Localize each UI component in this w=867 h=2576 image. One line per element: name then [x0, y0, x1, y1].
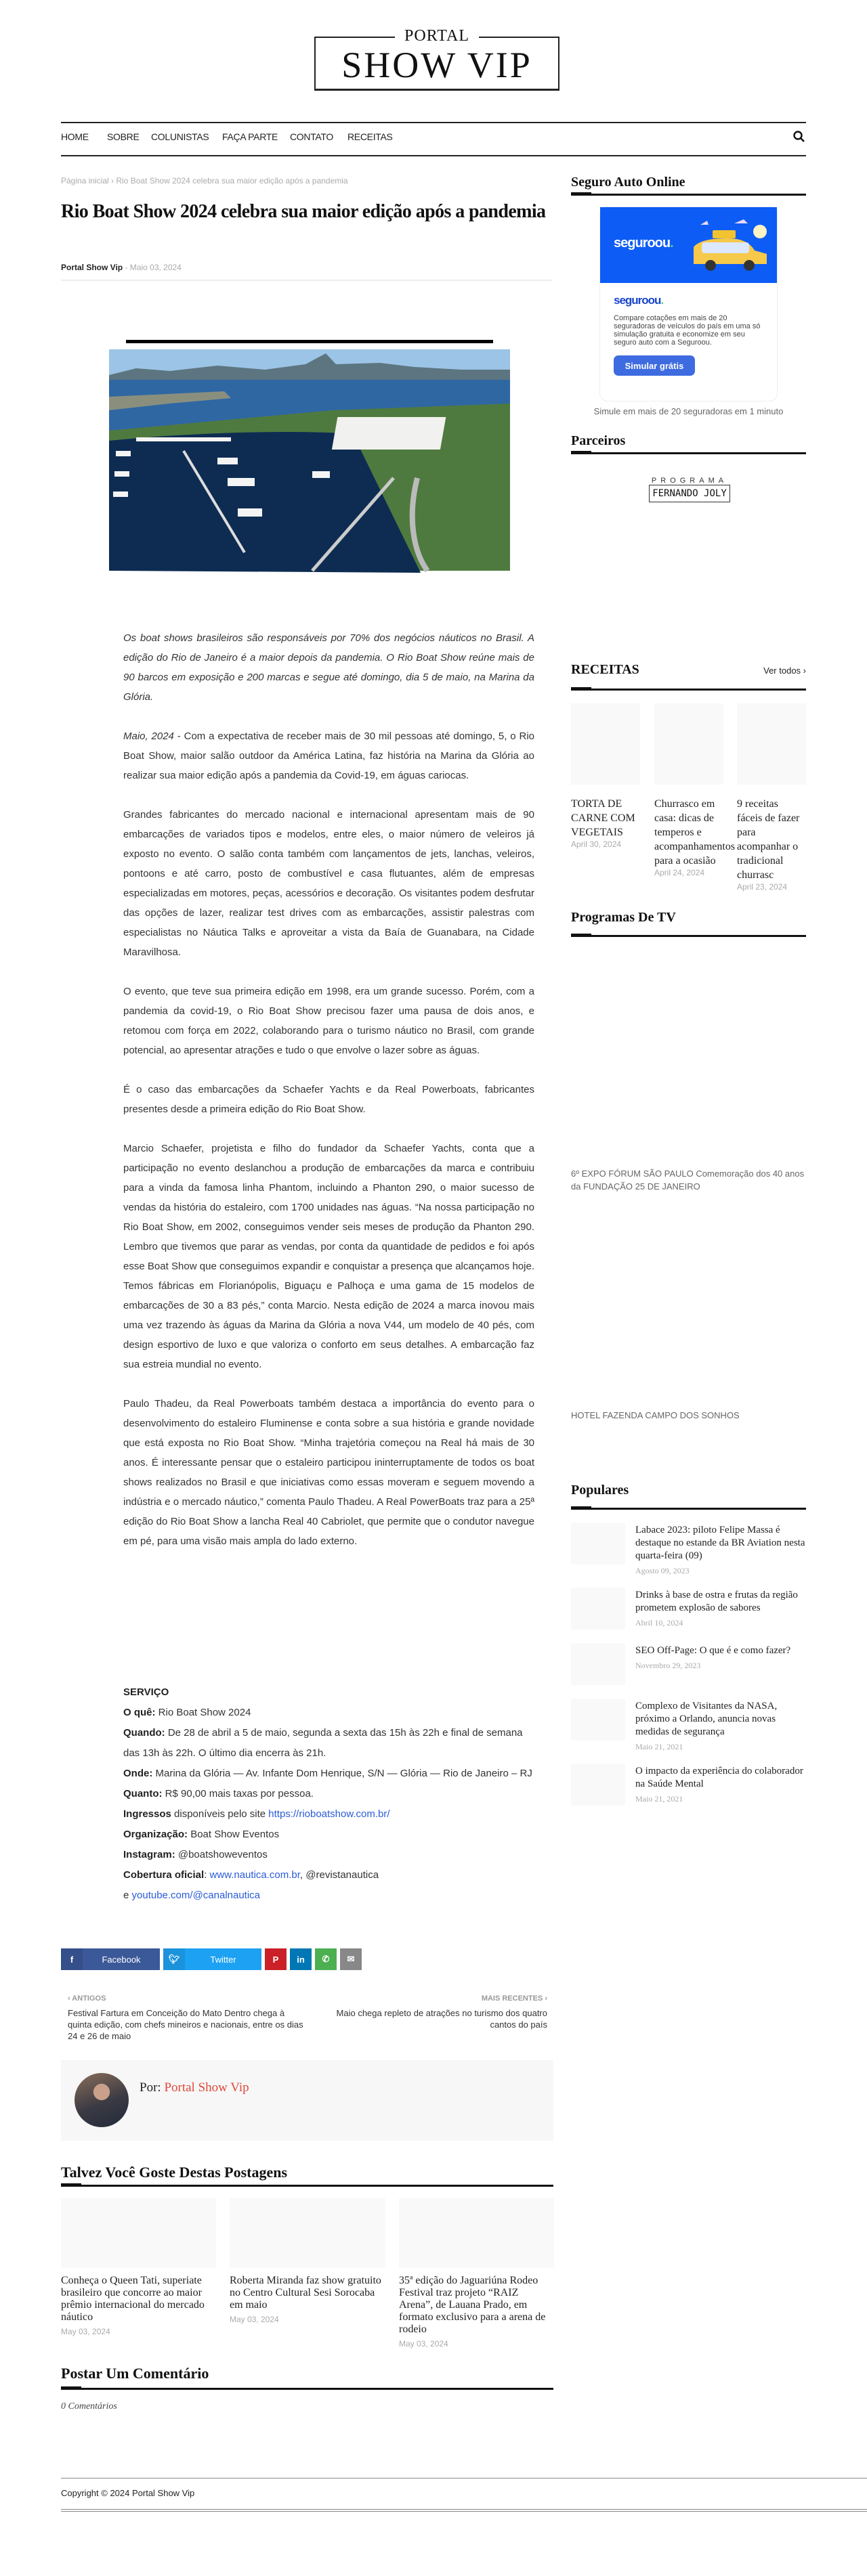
nav-top-border — [61, 122, 806, 123]
recipe-thumbnail[interactable] — [654, 703, 723, 785]
pinterest-icon: P — [272, 1954, 279, 1965]
share-pinterest-button[interactable] — [265, 1948, 287, 1970]
related-post-card[interactable] — [399, 2198, 554, 2349]
nav-receitas[interactable]: RECEITAS — [347, 131, 393, 142]
related-thumbnail[interactable] — [61, 2198, 216, 2268]
ad-caption: Simule em mais de 20 seguradoras em 1 minuto — [593, 406, 784, 416]
article-lead: Os boat shows brasileiros são responsáveis por 70% dos negócios náuticos no Brasil. A edição do Rio de Janeiro é a maior depois da pandemia. O Rio Boat Show reúne mais de 90 barcos em exposição e 200 marcas e segue até domingo, dia 5 de maio, na Marina da Glória. — [123, 632, 534, 703]
ad-brand-logo — [614, 236, 673, 251]
sidebar-heading-underline — [571, 194, 806, 196]
footer-bottom-border — [61, 2509, 867, 2512]
copyright: Copyright © 2024 Portal Show Vip — [61, 2488, 195, 2498]
author-link[interactable]: Portal Show Vip — [164, 2080, 249, 2095]
author-box — [61, 2060, 553, 2141]
nav-home[interactable]: HOME — [61, 131, 89, 142]
popular-post[interactable] — [571, 1588, 806, 1635]
cobertura-sep: : — [204, 1869, 210, 1881]
related-thumbnail[interactable] — [399, 2198, 554, 2268]
share-email-button[interactable] — [340, 1948, 362, 1970]
popular-title[interactable]: O impacto da experiência do colaborador na Saúde Mental — [635, 1766, 803, 1789]
ver-todos-link[interactable]: Ver todos › — [763, 665, 806, 676]
sidebar-heading-receitas: RECEITAS — [571, 662, 639, 677]
related-date: May 03, 2024 — [399, 2339, 448, 2349]
value-instagram: @boatshoweventos — [175, 1849, 268, 1860]
recipe-thumbnail[interactable] — [571, 703, 640, 785]
partner-logo-main: FERNANDO JOLY — [649, 485, 730, 502]
footer-divider — [61, 2478, 867, 2479]
comments-heading-underline — [61, 2388, 553, 2390]
popular-date: Abril 10, 2024 — [635, 1618, 683, 1628]
label-quanto: Quanto: — [123, 1788, 163, 1799]
value-o-que: Rio Boat Show 2024 — [155, 1707, 251, 1718]
related-title[interactable]: 35ª edição do Jaguariúna Rodeo Festival traz projeto “RAIZ Arena”, de Lauana Prado, em formato exclusivo para a arena de rodeio — [399, 2275, 546, 2335]
previous-title: Festival Fartura em Conceição do Mato Dentro chega à quinta edição, com chefs mineiros e nacionais, entre os dias 24 e 26 de maio — [68, 2008, 303, 2041]
next-post-link[interactable] — [310, 1993, 547, 2030]
author-byline — [140, 2080, 249, 2095]
sidebar-heading-seguro: Seguro Auto Online — [571, 175, 685, 190]
popular-title[interactable]: Complexo de Visitantes da NASA, próximo a Orlando, anuncia novas medidas de segurança — [635, 1701, 778, 1737]
article-paragraph: Marcio Schaefer, projetista e filho do fundador da Schaefer Yachts, conta que a participação no evento deslanchou a produção de embarcações da marca e contribuiu para a vinda da famosa linha Phantom, incluindo a Phanton 290, o maior sucesso de vendas da história do estaleiro, com 1700 unidades nas águas. “Na nossa participação no Rio Boat Show, em 2002, conseguimos vender seis meses de produção da Phanton 290. Lembro que tivemos que parar as vendas, por conta da quantidade de pedidos e foi após esse Boat Show que conseguimos expandir e conquistar a presença que alcançamos hoje. Temos fábricas em Florianópolis, Biguaçu e Palhoça e uma gama de 15 modelos de embarcações de 30 a 83 pés,” conta Marcio. Nesta edição de 2024 a marca inovou mais uma vez trazendo às águas da Marina da Glória a nova V44, um modelo de 40 pés, com design esportivo de luxo e que valoriza o conforto em seus detalhes. A embarcação faz sua estreia mundial no evento. — [123, 1143, 534, 1370]
related-heading: Talvez Você Goste Destas Postagens — [61, 2164, 288, 2181]
author-avatar — [75, 2073, 129, 2127]
recipe-date: April 30, 2024 — [571, 839, 622, 849]
logo-top-text: PORTAL — [395, 27, 479, 45]
related-thumbnail[interactable] — [230, 2198, 385, 2268]
share-whatsapp-button[interactable] — [315, 1948, 337, 1970]
paragraph-text: - Com a expectativa de receber mais de 30 mil pessoas até domingo, 5, o Rio Boat Show, maior salão outdoor da América Latina, faz história na Marina da Glória ao realizar sua maior edição após a pandemia da Covid-19, em águas cariocas. — [123, 730, 534, 781]
brand-text: seguroou — [614, 294, 661, 307]
label-quando: Quando: — [123, 1727, 165, 1739]
popular-date: Novembro 29, 2023 — [635, 1661, 701, 1670]
sidebar-heading-underline — [571, 452, 806, 454]
partner-logo-top: PROGRAMA — [651, 477, 728, 485]
sidebar-heading-underline — [571, 1508, 806, 1510]
related-date: May 03, 2024 — [230, 2315, 279, 2324]
article-body — [123, 628, 534, 1571]
nav-bottom-border — [61, 155, 806, 156]
brand-text: seguroou — [614, 236, 671, 250]
sidebar-heading-tv: Programas De TV — [571, 910, 676, 925]
tv-program-link[interactable]: 6º EXPO FÓRUM SÃO PAULO Comemoração dos 40 anos da FUNDAÇÃO 25 DE JANEIRO — [571, 1169, 805, 1192]
site-logo[interactable] — [314, 27, 559, 91]
link-rioboatshow[interactable]: https://rioboatshow.com.br/ — [268, 1808, 390, 1820]
label-cobertura: Cobertura oficial — [123, 1869, 205, 1881]
recipe-card[interactable] — [737, 703, 806, 892]
email-icon: ✉ — [347, 1954, 355, 1964]
article-paragraph: O evento, que teve sua primeira edição em 1998, era um grande sucesso. Porém, com a pandemia da covid-19, o Rio Boat Show precisou fazer uma pausa de dois anos, e retomou com força em 2022, colaborando para o turismo náutico no Brasil, com grande potencial, ao apresentar atrações e tudo o que envolve o lazer sobre as águas. — [123, 986, 534, 1056]
share-facebook-label: Facebook — [102, 1954, 141, 1965]
recipe-title[interactable]: Churrasco em casa: dicas de temperos e acompanhamentos para a ocasião — [654, 798, 736, 867]
next-label: MAIS RECENTES › — [481, 1994, 547, 2003]
recipe-date: April 24, 2024 — [654, 868, 705, 877]
page-title: Rio Boat Show 2024 celebra sua maior edição após a pandemia — [61, 201, 546, 222]
related-title[interactable]: Conheça o Queen Tati, superiate brasileiro que concorre ao maior prêmio internacional do mercado náutico — [61, 2275, 205, 2323]
cobertura-and: e — [123, 1890, 132, 1901]
previous-post-link[interactable] — [68, 1993, 305, 2042]
linkedin-icon: in — [297, 1954, 305, 1965]
related-title[interactable]: Roberta Miranda faz show gratuito no Centro Cultural Sesi Sorocaba em maio — [230, 2275, 381, 2311]
recipe-date: April 23, 2024 — [737, 882, 788, 892]
ad-brand-logo-dark — [614, 294, 663, 307]
popular-thumbnail[interactable] — [571, 1643, 625, 1685]
related-date: May 03, 2024 — [61, 2327, 110, 2336]
main-nav — [61, 131, 806, 148]
nav-contato[interactable]: CONTATO — [290, 131, 334, 142]
previous-label: ‹ ANTIGOS — [68, 1994, 106, 2003]
article-image-marina — [109, 349, 510, 571]
nav-faca-parte[interactable]: FAÇA PARTE — [222, 131, 278, 142]
nav-sobre[interactable]: SOBRE — [107, 131, 140, 142]
related-heading-underline — [61, 2185, 553, 2187]
recipe-card[interactable] — [654, 703, 736, 877]
share-linkedin-button[interactable] — [290, 1948, 312, 1970]
ad-banner — [600, 207, 777, 283]
nav-colunistas[interactable]: COLUNISTAS — [151, 131, 209, 142]
header-divider — [61, 280, 552, 281]
comments-heading: Postar Um Comentário — [61, 2365, 209, 2382]
breadcrumb — [61, 176, 348, 185]
related-post-card[interactable] — [230, 2198, 385, 2324]
related-post-card[interactable] — [61, 2198, 216, 2336]
post-meta — [61, 263, 182, 272]
sidebar-heading-underline — [571, 689, 806, 691]
share-twitter-button[interactable] — [163, 1948, 261, 1970]
sidebar-heading-parceiros: Parceiros — [571, 433, 626, 448]
share-twitter-label: Twitter — [210, 1954, 236, 1965]
popular-date: Maio 21, 2021 — [635, 1794, 683, 1804]
simular-gratis-button[interactable]: Simular grátis — [614, 355, 695, 376]
facebook-icon: f — [61, 1948, 83, 1970]
logo-main-text: SHOW VIP — [341, 45, 532, 85]
next-title: Maio chega repleto de atrações no turismo dos quatro cantos do país — [336, 2008, 547, 2030]
value-ingressos: disponíveis pelo site — [171, 1808, 269, 1820]
label-ingressos: Ingressos — [123, 1808, 171, 1820]
meta-separator: - — [123, 263, 130, 272]
article-paragraph: Paulo Thadeu, da Real Powerboats também destaca a importância do evento para o desenvolvimento do estaleiro Fluminense e conta sobre a sua história e grande novidade que está exposta no Rio Boat Show. “Minha trajetória começou na Real há mais de 30 anos. É interessante pensar que o estaleiro participou ininterruptamente de todos os boat shows realizados no Brasil e que iniciativas como essas moveram e seguem movendo a indústria e o mercado náutico,” comenta Paulo Thadeu. A Real PowerBoats traz para a 25ª edição do Rio Boat Show a lancha Real 40 Cabriolet, que permite que o condutor navegue em pé, para uma visão mais ampla do lado externo. — [123, 1398, 534, 1547]
popular-post[interactable] — [571, 1699, 806, 1751]
value-organizacao: Boat Show Eventos — [188, 1829, 280, 1840]
partner-fernando-joly-logo[interactable] — [649, 477, 730, 502]
whatsapp-icon: ✆ — [322, 1954, 330, 1964]
sidebar-heading-underline — [571, 935, 806, 937]
value-onde: Marina da Glória — Av. Infante Dom Henrique, S/N — Glória — Rio de Janeiro – RJ — [152, 1768, 532, 1779]
label-onde: Onde: — [123, 1768, 153, 1779]
service-info — [123, 1682, 534, 1906]
seguroou-ad-card[interactable] — [599, 206, 778, 401]
comment-count: 0 Comentários — [61, 2401, 117, 2411]
popular-thumbnail[interactable] — [571, 1523, 625, 1565]
service-heading: SERVIÇO — [123, 1686, 169, 1698]
popular-thumbnail[interactable] — [571, 1764, 625, 1806]
label-organizacao: Organização: — [123, 1829, 188, 1840]
twitter-icon: 🐦︎ — [163, 1948, 185, 1970]
breadcrumb-current: Rio Boat Show 2024 celebra sua maior edição após a pandemia — [116, 176, 348, 185]
popular-post[interactable] — [571, 1523, 806, 1575]
ad-description: Compare cotações em mais de 20 seguradoras de veículos do país em uma só simulação gratuita e economize em seu seguro auto com a Seguroou. — [614, 314, 761, 347]
popular-date: Maio 21, 2021 — [635, 1742, 683, 1751]
label-instagram: Instagram: — [123, 1849, 175, 1860]
article-paragraph: Grandes fabricantes do mercado nacional e internacional apresentam mais de 90 embarcações de variados tipos e modelos, entre eles, o maior número de veleiros já exposto no evento. O salão conta também com lançamentos de jets, lanchas, veleiros, pontoons e até carro, posto de combustível e casa flutuantes, além de empresas especializadas em motores, peças, acessórios e decoração. Os visitantes podem desfrutar das opções de lazer, realizar test drives com as embarcações, assistir palestras com especialistas no Náutica Talks e aproveitar a vista da Baía de Guanabara, na Cidade Maravilhosa. — [123, 809, 534, 958]
link-youtube[interactable]: youtube.com/@canalnautica — [131, 1890, 261, 1901]
popular-title[interactable]: SEO Off-Page: O que é e como fazer? — [635, 1645, 791, 1656]
sidebar-heading-populares: Populares — [571, 1483, 629, 1498]
popular-title[interactable]: Labace 2023: piloto Felipe Massa é destaque no estande da BR Aviation nesta quarta-feira (09) — [635, 1525, 805, 1561]
recipe-thumbnail[interactable] — [737, 703, 806, 785]
article-paragraph: É o caso das embarcações da Schaefer Yachts e da Real Powerboats, fabricantes presentes desde a primeira edição do Rio Boat Show. — [123, 1084, 534, 1115]
popular-post[interactable] — [571, 1764, 806, 1811]
value-quanto: R$ 90,00 mais taxas por pessoa. — [162, 1788, 314, 1799]
value-quando: De 28 de abril a 5 de maio, segunda a sexta das 15h às 22h e final de semana das 13h às 22h. O último dia encerra às 21h. — [123, 1727, 523, 1759]
recipe-title[interactable]: 9 receitas fáceis de fazer para acompanhar o tradicional churrasc — [737, 798, 800, 881]
brand-dot: . — [660, 294, 664, 307]
image-top-bar — [126, 340, 493, 343]
article-paragraph — [123, 726, 534, 785]
post-author[interactable]: Portal Show Vip — [61, 263, 123, 272]
post-date: Maio 03, 2024 — [129, 263, 182, 272]
popular-title[interactable]: Drinks à base de ostra e frutas da região prometem explosão de sabores — [635, 1590, 798, 1613]
car-illustration — [687, 217, 771, 278]
share-facebook-button[interactable] — [61, 1948, 160, 1970]
tv-program-link[interactable]: HOTEL FAZENDA CAMPO DOS SONHOS — [571, 1410, 740, 1420]
popular-date: Agosto 09, 2023 — [635, 1566, 690, 1575]
label-o-que: O quê: — [123, 1707, 156, 1718]
breadcrumb-separator: › — [108, 176, 117, 185]
recipe-card[interactable] — [571, 703, 640, 849]
author-prefix: Por: — [140, 2080, 165, 2095]
popular-post[interactable] — [571, 1643, 806, 1690]
value-revistanautica: , @revistanautica — [299, 1869, 379, 1881]
recipe-title[interactable]: TORTA DE CARNE COM VEGETAIS — [571, 798, 635, 838]
brand-dot: . — [670, 236, 673, 250]
breadcrumb-home[interactable]: Página inicial — [61, 176, 109, 185]
search-icon[interactable] — [792, 130, 806, 144]
popular-thumbnail[interactable] — [571, 1699, 625, 1741]
paragraph-dateline: Maio, 2024 — [123, 730, 174, 742]
link-nautica[interactable]: www.nautica.com.br — [209, 1869, 300, 1881]
popular-thumbnail[interactable] — [571, 1588, 625, 1630]
